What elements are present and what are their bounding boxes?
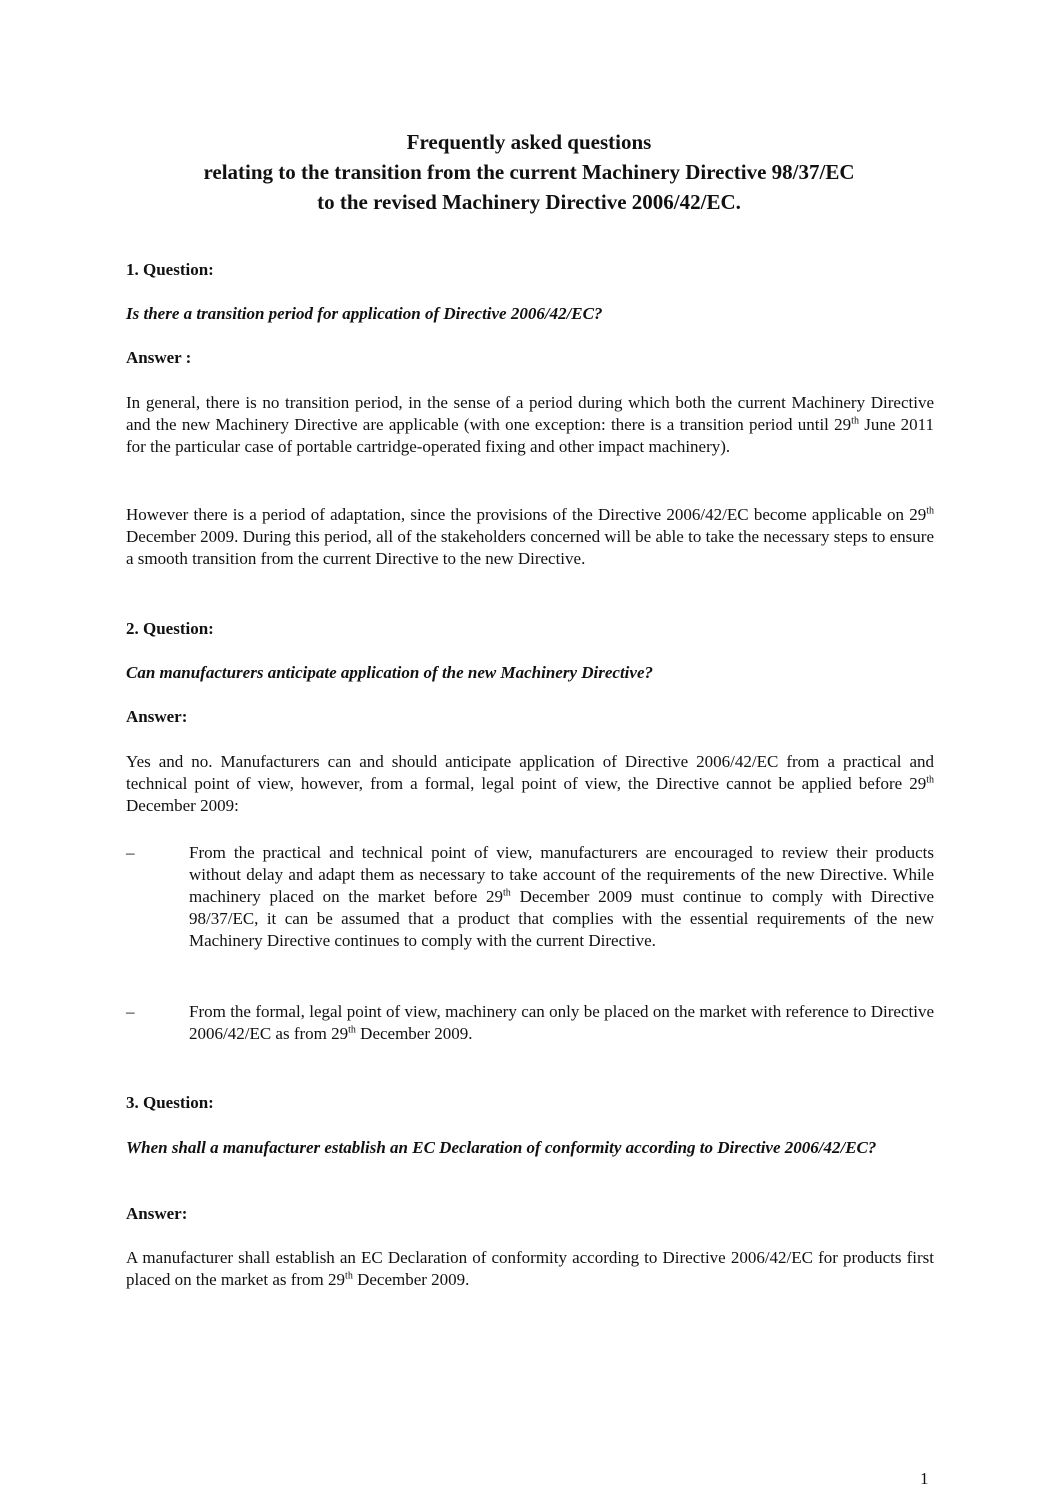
q1-p2-text-b: December 2009. During this period, all of the stakeholders concerned will be able to take the necessary steps to ensure a smooth transition from the current Directive to the new Directive. bbox=[126, 527, 934, 568]
q1-p1-text-a: In general, there is no transition period, in the sense of a period during which both the current Machinery Directive and the new Machinery Directive are applicable (with one exception: there is a transition period until 29 bbox=[126, 393, 934, 434]
q2-b2-text-b: December 2009. bbox=[355, 1024, 473, 1043]
q2-answer-label: Answer: bbox=[126, 707, 188, 726]
q3-heading: 3. Question: bbox=[126, 1093, 214, 1112]
q2-bullet-1-text bbox=[189, 842, 934, 952]
q2-b2-sup: th bbox=[348, 1024, 356, 1036]
q2-heading: 2. Question: bbox=[126, 619, 214, 638]
q2-answer-paragraph-1 bbox=[126, 751, 934, 817]
q3-p1-sup: th bbox=[345, 1270, 353, 1282]
q3-p1-text-b: December 2009. bbox=[352, 1270, 470, 1289]
q1-p2-text-a: However there is a period of adaptation, since the provisions of the Directive 2006/42/EC become applicable on 29 bbox=[126, 505, 927, 524]
title-line-3: to the revised Machinery Directive 2006/42/EC. bbox=[317, 190, 741, 214]
title-line-1: Frequently asked questions bbox=[406, 130, 652, 154]
q3-answer-label: Answer: bbox=[126, 1204, 188, 1223]
q2-bullet-2-text bbox=[189, 1001, 934, 1045]
q3-answer-paragraph-1 bbox=[126, 1247, 934, 1291]
q1-p1-text-b: June 2011 for the particular case of portable cartridge-operated fixing and other impact machinery). bbox=[126, 415, 935, 456]
q1-p1-sup: th bbox=[851, 415, 859, 427]
q2-b2-text-a: From the formal, legal point of view, machinery can only be placed on the market with reference to Directive 2006/42/EC as from 29 bbox=[189, 1002, 934, 1043]
bullet-dash: – bbox=[126, 843, 135, 862]
q2-p1-text-a: Yes and no. Manufacturers can and should anticipate application of Directive 2006/42/EC from a practical and technical point of view, however, from a formal, legal point of view, the Directive cannot be applied before 29 bbox=[126, 752, 934, 793]
q1-question: Is there a transition period for application of Directive 2006/42/EC? bbox=[126, 304, 603, 323]
q2-b1-sup: th bbox=[503, 887, 511, 899]
q2-p1-text-b: December 2009: bbox=[126, 796, 239, 815]
q1-heading: 1. Question: bbox=[126, 260, 214, 279]
q2-b1-text-b: December 2009 must continue to comply with Directive 98/37/EC, it can be assumed that a product that complies with the essential requirements of the new Machinery Directive continues to comply with the current Directive. bbox=[189, 887, 934, 950]
bullet-dash: – bbox=[126, 1002, 135, 1021]
q1-p2-sup: th bbox=[926, 505, 934, 517]
q3-question: When shall a manufacturer establish an EC Declaration of conformity according to Directive 2006/42/EC? bbox=[126, 1138, 877, 1157]
q3-p1-text-a: A manufacturer shall establish an EC Declaration of conformity according to Directive 2006/42/EC for products first placed on the market as from 29 bbox=[126, 1248, 934, 1289]
page-number: 1 bbox=[920, 1469, 929, 1488]
q1-answer-paragraph-2 bbox=[126, 504, 934, 570]
q2-p1-sup: th bbox=[926, 774, 934, 786]
q1-answer-label: Answer : bbox=[126, 348, 192, 367]
q2-question: Can manufacturers anticipate application of the new Machinery Directive? bbox=[126, 663, 653, 682]
document-title bbox=[100, 127, 958, 217]
title-line-2: relating to the transition from the current Machinery Directive 98/37/EC bbox=[203, 160, 855, 184]
q2-b1-text-a: From the practical and technical point of view, manufacturers are encouraged to review their products without delay and adapt them as necessary to take account of the requirements of the new Directive. While machinery placed on the market before 29 bbox=[189, 843, 934, 906]
q1-answer-paragraph-1 bbox=[126, 392, 934, 458]
